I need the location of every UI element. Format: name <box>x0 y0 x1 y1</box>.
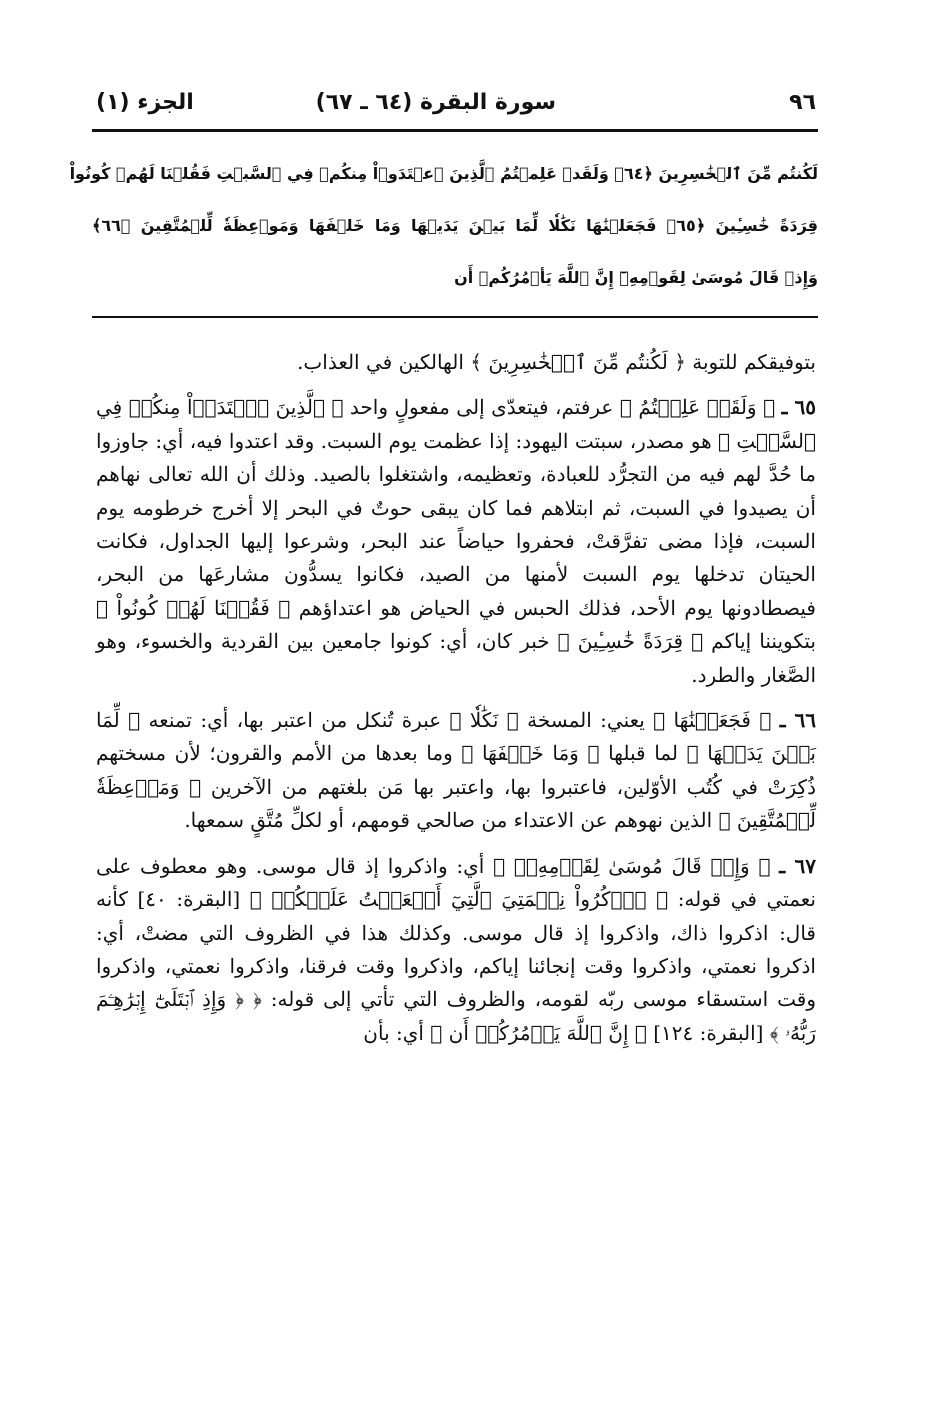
juz-label: الجزء (١) <box>96 90 194 115</box>
commentary-text: ﴿ وَإِذۡ قَالَ مُوسَىٰ لِقَوۡمِهِۦٓ ﴾ أي: واذكروا إذ قال موسى. وهو معطوف على نعمتي في قوله: ﴿ ٱذۡكُرُواْ نِعۡمَتِيَ ٱلَّتِيٓ أَنۡعَمۡتُ عَلَيۡكُمۡ ﴾ [البقرة: ٤٠] كأنه قال: اذكروا ذاك، واذكروا إذ قال موسى. وكذلك هذا في الظروف التي مضتْ، أي: اذكروا نعمتي، واذكروا وقت إنجائنا إياكم، واذكروا وقت فرقنا، واذكروا نعمتي، واذكروا وقت استسقاء موسى ربّه لقومه، والظروف التي تأتي إلى قوله: ﴿ ﴿ وَإِذِ ٱبۡتَلَىٰٓ إِبۡرَٰهِـۧمَ رَبُّهُۥ ﴾ [البقرة: ١٢٤] ﴿ إِنَّ ٱللَّهَ يَأۡمُرُكُمۡ أَن ﴾ أي: بأن <box>96 853 817 1045</box>
commentary-paragraph <box>96 850 816 1050</box>
quran-line: وَإِذۡ قَالَ مُوسَىٰ لِقَوۡمِهِۦٓ إِنَّ ٱللَّهَ يَأۡمُرُكُمۡ أَن <box>454 268 818 287</box>
commentary-text: بتوفيقكم للتوبة ﴿ لَكُنتُم مِّنَ ٱلۡخَٰسِرِينَ ﴾ الهالكين في العذاب. <box>297 350 816 374</box>
commentary-text: ﴿ وَلَقَدۡ عَلِمۡتُمُ ﴾ عرفتم، فيتعدّى إلى مفعولٍ واحد ﴿ ٱلَّذِينَ ٱعۡتَدَوۡاْ مِنكُمۡ فِي ٱلسَّبۡتِ ﴾ هو مصدر، سبتت اليهود: إذا عظمت يوم السبت. وقد اعتدوا فيه، أي: جاوزوا ما حُدَّ لهم فيه من التجرُّد للعبادة، وتعظيمه، واشتغلوا بالصيد. وذلك أن الله تعالى نهاهم أن يصيدوا في السبت، ثم ابتلاهم فما كان يبقى حوتٌ في البحر إلا أخرج خرطومه يوم السبت، فإذا مضى تفرَّقتْ، فحفروا حياضاً عند البحر، وشرعوا إليها الجداول، فكانت الحيتان تدخلها يوم السبت لأمنها من الصيد، فكانوا يسدُّون مشارعَها من البحر، فيصطادونها يوم الأحد، فذلك الحبس في الحياض هو اعتداؤهم ﴿ فَقُلۡنَا لَهُمۡ كُونُواْ ﴾ بتكويننا إياكم ﴿ قِرَدَةً خَٰسِـِٔينَ ﴾ خبر كان، أي: كونوا جامعين بين القردية والخسوء، وهو الصَّغار والطرد. <box>96 395 816 687</box>
commentary-text: ﴿ فَجَعَلۡنَٰهَا ﴾ يعني: المسخة ﴿ نَكَٰلٗا ﴾ عبرة تُنكل من اعتبر بها، أي: تمنعه ﴿ لِّمَا بَيۡنَ يَدَيۡهَا ﴾ لما قبلها ﴿ وَمَا خَلۡفَهَا ﴾ وما بعدها من الأمم والقرون؛ لأن مسختهم ذُكِرَتْ في كُتُب الأوّلين، فاعتبروا بها، واعتبر بها مَن بلغتهم من الآخرين ﴿ وَمَوۡعِظَةٗ لِّلۡمُتَّقِينَ ﴾ الذين نهوهم عن الاعتداء من صالحي قومهم، أو لكلِّ مُتَّقٍ سمعها. <box>96 708 816 833</box>
commentary-block <box>96 346 816 1062</box>
verse-number: ٦٦ ـ <box>779 708 817 733</box>
verse-number: ٦٥ ـ <box>781 395 816 420</box>
verse-number: ٦٧ ـ <box>779 853 817 878</box>
page-header <box>96 86 816 126</box>
header-rule <box>92 129 818 132</box>
commentary-paragraph <box>96 346 816 379</box>
section-divider <box>92 316 818 318</box>
surah-title: سورة البقرة (٦٤ ـ ٦٧) <box>315 90 556 115</box>
quran-line: لَكُنتُم مِّنَ ٱلۡخَٰسِرِينَ ﴿٦٤﴾ وَلَقَدۡ عَلِمۡتُمُ ٱلَّذِينَ ٱعۡتَدَوۡاْ مِنكُمۡ فِي ٱلسَّبۡتِ فَقُلۡنَا لَهُمۡ كُونُواْ <box>69 164 818 183</box>
quran-text-block <box>69 148 818 304</box>
commentary-paragraph <box>96 391 816 692</box>
page-number: ٩٦ <box>789 90 816 115</box>
commentary-paragraph <box>96 704 816 838</box>
quran-line: قِرَدَةً خَٰسِـِٔينَ ﴿٦٥﴾ فَجَعَلۡنَٰهَا نَكَٰلٗا لِّمَا بَيۡنَ يَدَيۡهَا وَمَا خَلۡفَهَا وَمَوۡعِظَةٗ لِّلۡمُتَّقِينَ ﴿٦٦﴾ <box>92 216 818 235</box>
